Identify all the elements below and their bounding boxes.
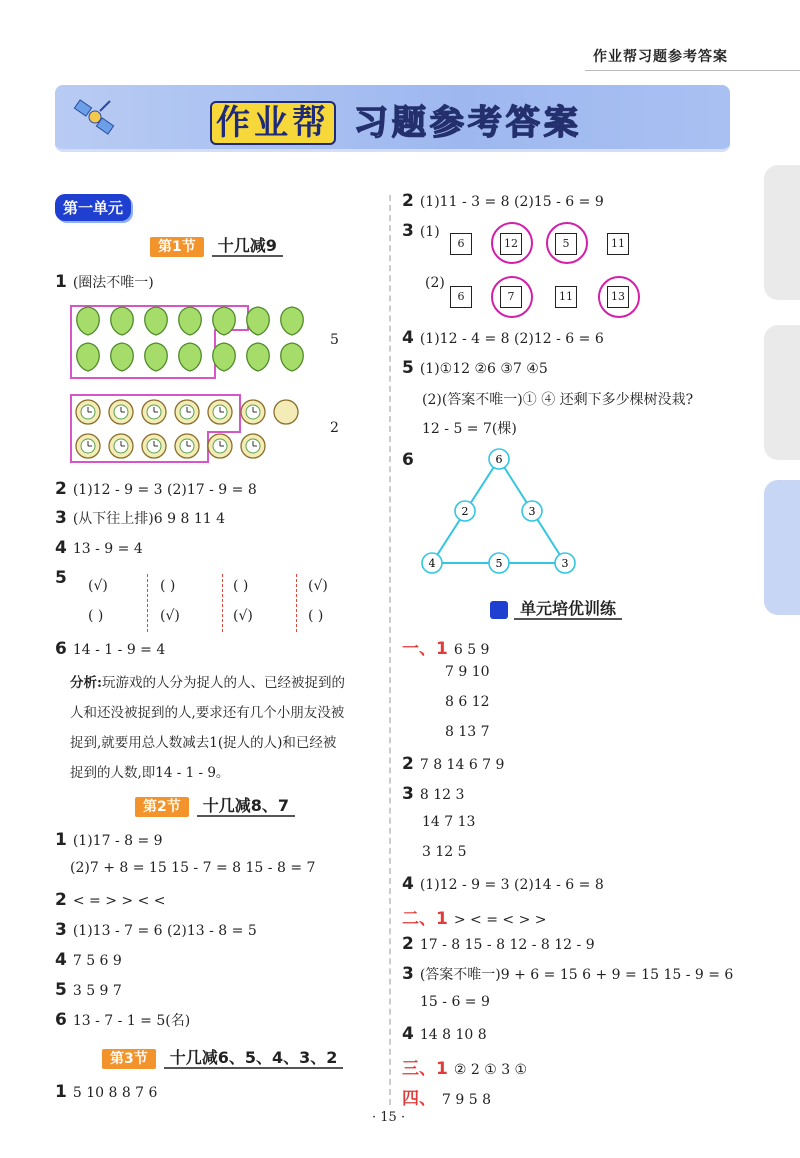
banner-word-2: 习题参考答案: [353, 103, 582, 143]
side-tab-active[interactable]: [764, 480, 800, 615]
number-box: 11: [607, 233, 629, 255]
number-box: 12: [500, 233, 522, 255]
r-q6: 6: [402, 450, 414, 470]
number-box: 13: [607, 286, 629, 308]
triangle-node-label: 3: [561, 557, 569, 570]
check-cell: ( ): [88, 608, 104, 624]
leaf-icon: [77, 307, 100, 335]
q1-answer-a: 5: [330, 332, 339, 348]
banner-title: [210, 95, 582, 144]
check-cell: (√): [160, 608, 180, 624]
alarm-clock-icon: [208, 400, 232, 424]
page-number: · 15 ·: [372, 1110, 406, 1125]
alarm-clock-icon: [274, 400, 298, 424]
q3: 3 (从下往上排)6 9 8 11 4: [55, 508, 226, 528]
check-cell: ( ): [308, 608, 324, 624]
t3-row: 3 12 5: [422, 844, 467, 860]
leaf-icon: [111, 343, 134, 371]
t3-row: 14 7 13: [422, 814, 476, 830]
alarm-clock-icon: [241, 434, 265, 458]
alarm-clock-icon: [241, 400, 265, 424]
alarm-clock-icon: [76, 434, 100, 458]
check-cell: ( ): [160, 578, 176, 594]
leaf-icon: [247, 307, 270, 335]
alarm-clock-icon: [76, 400, 100, 424]
t2: 2 7 8 14 6 7 9: [402, 754, 505, 774]
check-cell: (√): [88, 578, 108, 594]
e4: 4 14 8 10 8: [402, 1024, 487, 1044]
q-number: 1: [55, 272, 67, 292]
t1: 一、1 6 5 9: [402, 639, 490, 659]
number-box: 7: [500, 286, 522, 308]
section-2-heading: 第2节 十几减8、7: [135, 793, 295, 816]
s2-q6: 6 13 - 7 - 1 = 5(名): [55, 1010, 191, 1030]
s2-q2: 2 < = > > < <: [55, 890, 166, 910]
alarm-clock-icon: [109, 434, 133, 458]
header-rule: [585, 70, 800, 71]
alarm-clock-icon: [142, 400, 166, 424]
q1-answer-b: 2: [330, 420, 339, 436]
number-box: 11: [555, 286, 577, 308]
f-1: 四、 7 9 5 8: [402, 1089, 491, 1109]
check-cell: ( ): [233, 578, 249, 594]
q6-analysis: 分析:玩游戏的人分为捉人的人、已经被捉到的 人和还没被捉到的人,要求还有几个小朋友没被 捉到,就要用总人数减去1(捉人的人)和已经被 捉到的人数,即14 - 1 - 9。: [70, 675, 345, 781]
q6: 6 14 - 1 - 9 = 4: [55, 639, 166, 659]
q5-number: 5: [55, 568, 67, 588]
triangle-node-label: 4: [428, 557, 436, 570]
triangle-figure: [415, 445, 585, 580]
side-tab[interactable]: [764, 325, 800, 460]
satellite-icon: [72, 95, 120, 141]
leaf-icon: [145, 343, 168, 371]
clocks-grouping-figure: [68, 392, 353, 464]
s2-q4: 4 7 5 6 9: [55, 950, 122, 970]
leaf-icon: [281, 343, 304, 371]
r-q2: 2 (1)11 - 3 = 8 (2)15 - 6 = 9: [402, 191, 604, 211]
triangle-node-label: 2: [461, 505, 469, 518]
r-q3-part2: (2): [425, 275, 445, 291]
t4: 4 (1)12 - 9 = 3 (2)14 - 6 = 8: [402, 874, 604, 894]
leaf-icon: [179, 343, 202, 371]
section-title: 十几减9: [212, 236, 283, 257]
q4: 4 13 - 9 = 4: [55, 538, 143, 558]
t1-row: 8 13 7: [445, 724, 490, 740]
r-q5-line2: (2)(答案不唯一)① ④ 还剩下多少棵树没栽?: [422, 392, 694, 408]
alarm-clock-icon: [175, 400, 199, 424]
side-tabs: [760, 165, 800, 645]
r-q4: 4 (1)12 - 4 = 8 (2)12 - 6 = 6: [402, 328, 604, 348]
s2-q1: 1 (1)17 - 8 = 9: [55, 830, 163, 850]
column-divider: [389, 195, 391, 1105]
banner-word-1: 作业帮: [210, 101, 336, 145]
alarm-clock-icon: [175, 434, 199, 458]
alarm-clock-icon: [109, 400, 133, 424]
s2-q5: 5 3 5 9 7: [55, 980, 122, 1000]
check-cell: (√): [233, 608, 253, 624]
unit-badge: 第一单元: [55, 194, 131, 221]
r-q5: 5 (1)①12 ②6 ③7 ④5: [402, 358, 548, 378]
q1: [55, 272, 154, 292]
q-text: (圈法不唯一): [72, 275, 154, 291]
triangle-node-label: 3: [528, 505, 536, 518]
leaf-icon: [213, 343, 236, 371]
number-box: 6: [450, 286, 472, 308]
number-box: 5: [555, 233, 577, 255]
leaf-icon: [145, 307, 168, 335]
triangle-node-label: 5: [495, 557, 503, 570]
t3: 3 8 12 3: [402, 784, 465, 804]
r-q5-line3: 12 - 5 = 7(棵): [422, 421, 517, 437]
t1-row: 8 6 12: [445, 694, 490, 710]
e2: 2 17 - 8 15 - 8 12 - 8 12 - 9: [402, 934, 595, 954]
leaf-icon: [111, 307, 134, 335]
s-1: 三、1 ② 2 ① 3 ①: [402, 1059, 528, 1079]
side-tab[interactable]: [764, 165, 800, 300]
number-box: 6: [450, 233, 472, 255]
s2-q1-line2: (2)7 + 8 = 15 15 - 7 = 8 15 - 8 = 7: [70, 860, 316, 876]
check-cell: (√): [308, 578, 328, 594]
leaf-icon: [77, 343, 100, 371]
analysis-label: 分析:: [70, 675, 102, 691]
leaf-icon: [281, 307, 304, 335]
leaves-grouping-figure: [68, 303, 353, 383]
section-1-heading: [150, 233, 283, 256]
s2-q3: 3 (1)13 - 7 = 6 (2)13 - 8 = 5: [55, 920, 257, 940]
q5-grid: [70, 574, 370, 634]
t1-row: 7 9 10: [445, 664, 490, 680]
e1: 二、1 > < = < > >: [402, 909, 547, 929]
q2: 2 (1)12 - 9 = 3 (2)17 - 9 = 8: [55, 479, 257, 499]
training-heading: 单元培优训练: [490, 596, 622, 619]
leaf-icon: [179, 307, 202, 335]
r-q3: 3 (1): [402, 221, 440, 241]
alarm-clock-icon: [142, 434, 166, 458]
alarm-clock-icon: [208, 434, 232, 458]
running-header: 作业帮习题参考答案: [593, 49, 728, 65]
triangle-node-label: 6: [495, 453, 503, 466]
chart-icon: [490, 601, 508, 619]
section-tag: 第1节: [150, 237, 204, 257]
s3-q1: 1 5 10 8 8 7 6: [55, 1082, 158, 1102]
e3: 3 (答案不唯一)9 + 6 = 15 6 + 9 = 15 15 - 9 = 6: [402, 964, 734, 984]
leaf-icon: [247, 343, 270, 371]
section-3-heading: 第3节 十几减6、5、4、3、2: [102, 1045, 343, 1068]
e3-line2: 15 - 6 = 9: [420, 994, 490, 1010]
